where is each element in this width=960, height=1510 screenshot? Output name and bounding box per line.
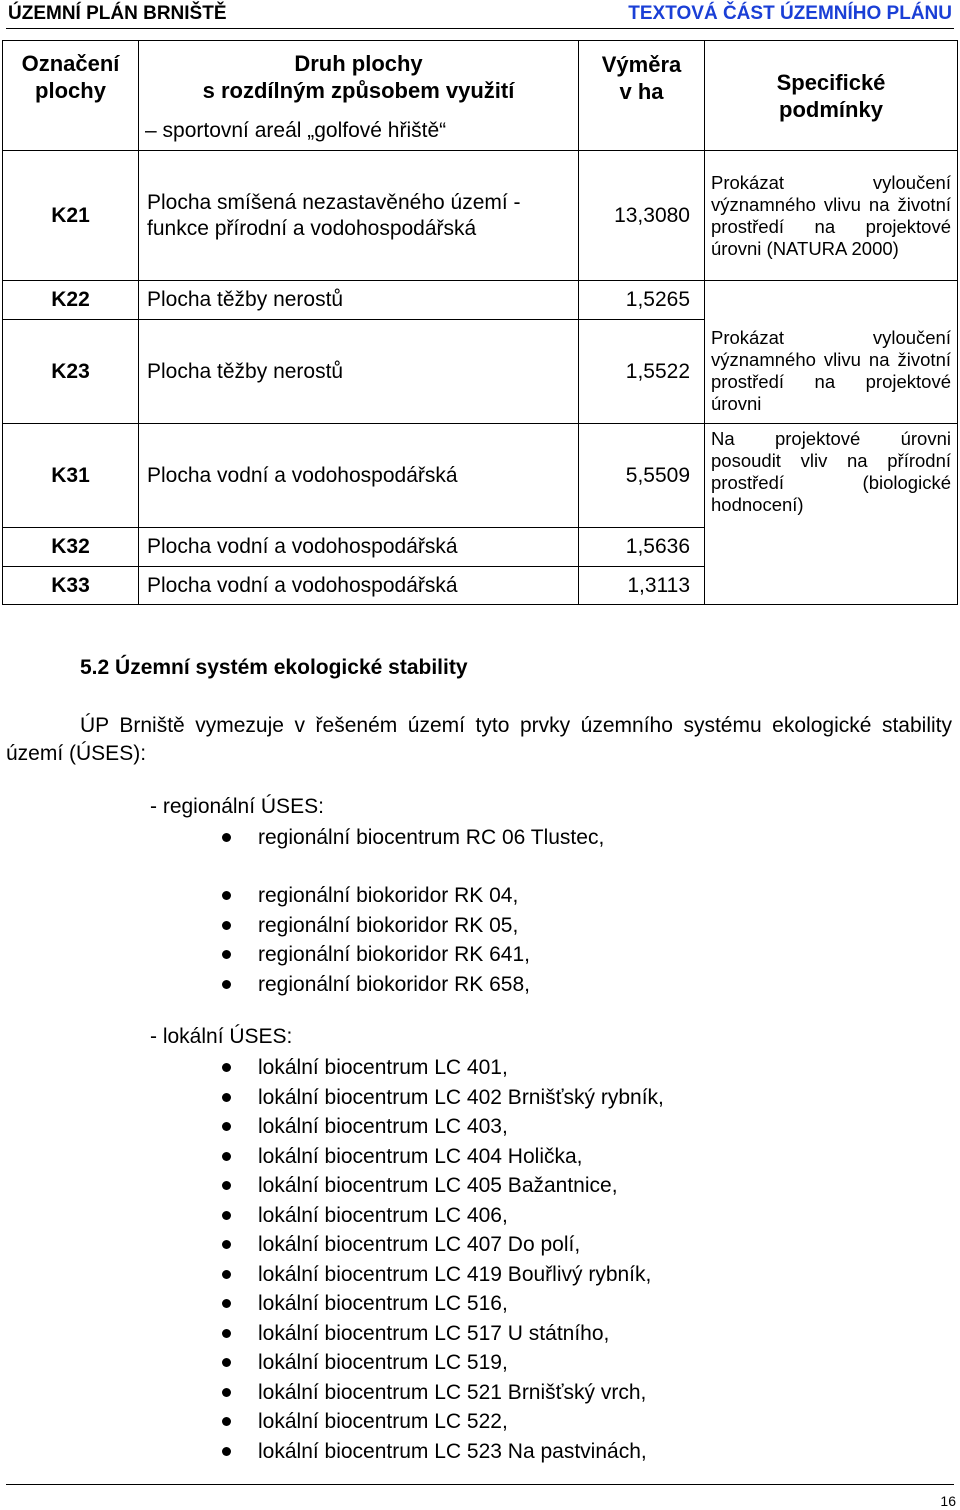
document-title: ÚZEMNÍ PLÁN BRNIŠTĚ — [8, 3, 227, 24]
list-item: lokální biocentrum LC 516, — [0, 1289, 664, 1319]
col-header-area: Výměra v ha — [579, 41, 705, 113]
row-area: 1,5265 — [579, 281, 705, 320]
page-header — [6, 2, 954, 29]
bullet-icon — [222, 1152, 231, 1161]
row-area: 5,5509 — [579, 424, 705, 528]
row-code: K22 — [3, 281, 139, 320]
row-type: Plocha vodní a vodohospodářská — [139, 424, 579, 528]
local-uses-label: - lokální ÚSES: — [150, 1025, 293, 1048]
table-row — [3, 320, 958, 424]
list-item: lokální biocentrum LC 403, — [0, 1112, 664, 1142]
bullet-icon — [222, 833, 231, 842]
list-item: lokální biocentrum LC 521 Brnišťský vrch, — [0, 1378, 664, 1408]
bullet-icon — [222, 1299, 231, 1308]
bullet-icon — [222, 1270, 231, 1279]
section-heading: 5.2 Územní systém ekologické stability — [80, 656, 468, 679]
row-code: K33 — [3, 567, 139, 605]
regional-biocentrum-list — [0, 823, 604, 853]
row-code: K31 — [3, 424, 139, 528]
row-code: K23 — [3, 320, 139, 424]
bullet-icon — [222, 1417, 231, 1426]
footer-divider — [6, 1484, 954, 1485]
list-item: lokální biocentrum LC 401, — [0, 1053, 664, 1083]
row-area: 1,5636 — [579, 528, 705, 567]
list-item: lokální biocentrum LC 517 U státního, — [0, 1319, 664, 1349]
bullet-icon — [222, 1181, 231, 1190]
table-row — [3, 528, 958, 567]
list-item: lokální biocentrum LC 519, — [0, 1348, 664, 1378]
row-area: 1,3113 — [579, 567, 705, 605]
row-code: K32 — [3, 528, 139, 567]
list-item: regionální biokoridor RK 641, — [0, 940, 530, 970]
bullet-icon — [222, 1329, 231, 1338]
bullet-icon — [222, 1211, 231, 1220]
col-header-code: Označení plochy — [3, 41, 139, 113]
table-row — [3, 424, 958, 528]
row-type: Plocha vodní a vodohospodářská — [139, 528, 579, 567]
bullet-icon — [222, 1388, 231, 1397]
table-header-row — [3, 41, 958, 113]
list-item: regionální biokoridor RK 658, — [0, 970, 530, 1000]
list-item: lokální biocentrum LC 407 Do polí, — [0, 1230, 664, 1260]
document-section-title: TEXTOVÁ ČÁST ÚZEMNÍHO PLÁNU — [628, 3, 952, 24]
row-area: 1,5522 — [579, 320, 705, 424]
table-row — [3, 281, 958, 320]
row-type: Plocha těžby nerostů — [139, 320, 579, 424]
row-conditions: Prokázat vyloučení významného vlivu na životní prostředí na projektové úrovni (NATURA 2000) — [705, 151, 958, 281]
bullet-icon — [222, 1063, 231, 1072]
col-header-conditions: Specifické podmínky — [705, 41, 958, 151]
bullet-icon — [222, 891, 231, 900]
list-item: lokální biocentrum LC 419 Bouřlivý rybník, — [0, 1260, 664, 1290]
local-biocentrum-list — [0, 1053, 664, 1466]
row-conditions: Prokázat vyloučení významného vlivu na životní prostředí na projektové úrovni — [705, 320, 958, 424]
bullet-icon — [222, 921, 231, 930]
list-item: lokální biocentrum LC 404 Holička, — [0, 1142, 664, 1172]
bullet-icon — [222, 950, 231, 959]
row-type: Plocha smíšená nezastavěného území - funkce přírodní a vodohospodářská — [139, 151, 579, 281]
row-area: 13,3080 — [579, 151, 705, 281]
bullet-icon — [222, 1358, 231, 1367]
bullet-icon — [222, 1093, 231, 1102]
row-conditions: Na projektové úrovni posoudit vliv na přírodní prostředí (biologické hodnocení) — [705, 424, 958, 528]
regional-biokoridor-list — [0, 881, 530, 999]
row-type: Plocha vodní a vodohospodářská — [139, 567, 579, 605]
row-type: Plocha těžby nerostů — [139, 281, 579, 320]
list-item: regionální biocentrum RC 06 Tlustec, — [0, 823, 604, 853]
continuation-text: – sportovní areál „golfové hřiště“ — [139, 113, 579, 151]
col-header-type: Druh plochy s rozdílným způsobem využití — [139, 41, 579, 113]
list-item: regionální biokoridor RK 04, — [0, 881, 530, 911]
row-code: K21 — [3, 151, 139, 281]
bullet-icon — [222, 1447, 231, 1456]
page-number: 16 — [940, 1493, 956, 1509]
regional-uses-label: - regionální ÚSES: — [150, 795, 324, 818]
land-use-table — [2, 40, 958, 605]
list-item: lokální biocentrum LC 523 Na pastvinách, — [0, 1437, 664, 1467]
bullet-icon — [222, 1240, 231, 1249]
bullet-icon — [222, 1122, 231, 1131]
bullet-icon — [222, 980, 231, 989]
list-item: lokální biocentrum LC 402 Brnišťský rybník, — [0, 1083, 664, 1113]
list-item: lokální biocentrum LC 405 Bažantnice, — [0, 1171, 664, 1201]
table-row — [3, 151, 958, 281]
list-item: lokální biocentrum LC 522, — [0, 1407, 664, 1437]
intro-paragraph: ÚP Brniště vymezuje v řešeném území tyto prvky územního systému ekologické stability území (ÚSES): — [6, 714, 952, 765]
table-row — [3, 567, 958, 605]
list-item: regionální biokoridor RK 05, — [0, 911, 530, 941]
list-item: lokální biocentrum LC 406, — [0, 1201, 664, 1231]
